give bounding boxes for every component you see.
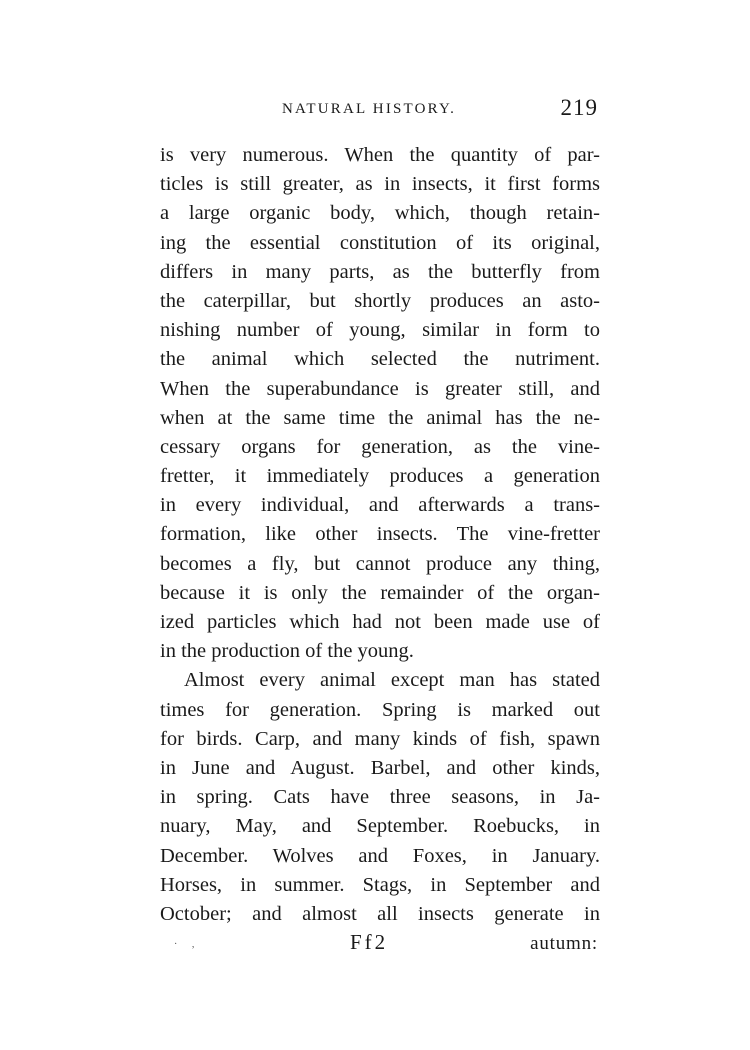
text-line: When the superabundance is greater still, and xyxy=(160,377,600,400)
text-line: a large organic body, which, though retain- xyxy=(160,202,600,225)
text-line: Horses, in summer. Stags, in September and xyxy=(160,873,600,896)
text-line: for birds. Carp, and many kinds of fish, spawn xyxy=(160,727,600,750)
catchword: autumn: xyxy=(530,933,598,954)
text-line: in every individual, and afterwards a trans- xyxy=(160,494,600,517)
running-title: NATURAL HISTORY. xyxy=(282,101,457,117)
page-number: 219 xyxy=(560,95,598,120)
running-head xyxy=(160,95,600,129)
text-line: Almost every animal except man has stated xyxy=(184,669,600,692)
text-line: ized particles which had not been made use of xyxy=(160,611,600,633)
text-line: when at the same time the animal has the ne- xyxy=(160,406,600,429)
text-line: in the production of the young. xyxy=(160,640,414,663)
text-line: October; and almost all insects generate in xyxy=(160,902,600,925)
text-line: December. Wolves and Foxes, in January. xyxy=(160,844,600,867)
text-line: fretter, it immediately produces a generation xyxy=(160,465,600,488)
body-text xyxy=(160,141,600,929)
ink-specks: · , xyxy=(174,939,201,950)
text-line: the caterpillar, but shortly produces an asto- xyxy=(160,289,600,312)
paragraph-1 xyxy=(160,141,600,666)
text-line: formation, like other insects. The vine-fretter xyxy=(160,523,600,546)
text-line: is very numerous. When the quantity of par- xyxy=(160,144,600,166)
text-line: in June and August. Barbel, and other kinds, xyxy=(160,756,600,779)
text-line: times for generation. Spring is marked out xyxy=(160,698,600,721)
text-line: nishing number of young, similar in form to xyxy=(160,319,600,342)
text-line: ing the essential constitution of its original, xyxy=(160,231,600,254)
text-line: because it is only the remainder of the organ- xyxy=(160,581,600,604)
signature-mark: Ff2 xyxy=(350,930,389,954)
text-line: differs in many parts, as the butterfly from xyxy=(160,260,600,283)
text-line: ticles is still greater, as in insects, it first forms xyxy=(160,173,600,196)
text-line: nuary, May, and September. Roebucks, in xyxy=(160,815,600,838)
text-line: becomes a fly, but cannot produce any thing, xyxy=(160,552,600,575)
text-line: cessary organs for generation, as the vine- xyxy=(160,435,600,458)
text-line: the animal which selected the nutriment. xyxy=(160,348,600,371)
page-footer xyxy=(160,930,600,960)
text-line: in spring. Cats have three seasons, in Ja- xyxy=(160,786,600,809)
paragraph-2 xyxy=(160,666,600,929)
